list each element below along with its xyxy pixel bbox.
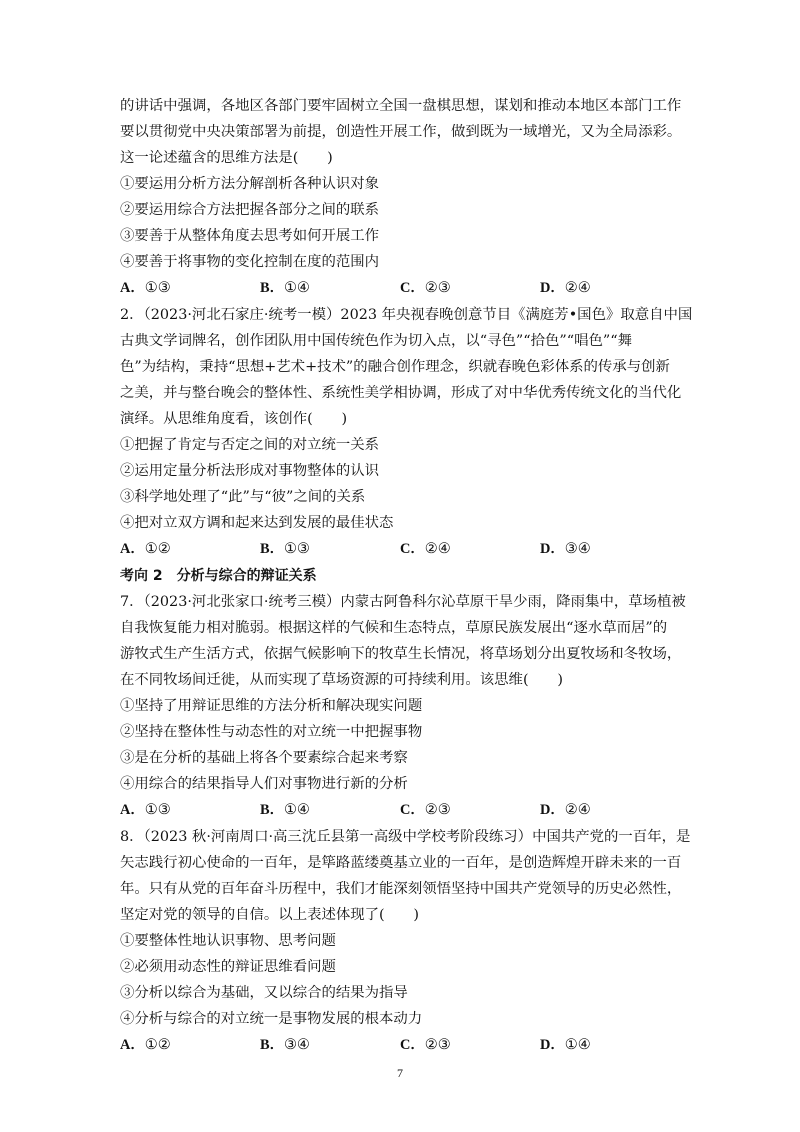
statement-3: ③要善于从整体角度去思考如何开展工作 bbox=[120, 228, 380, 244]
question-8-line: 年。只有从党的百年奋斗历程中，我们才能深刻领悟坚持中国共产党领导的历史必然性， bbox=[120, 881, 682, 897]
statement-4: ④把对立双方调和起来达到发展的最佳状态 bbox=[120, 515, 394, 531]
option-b: B．①③ bbox=[260, 541, 310, 557]
statement-2: ②坚持在整体性与动态性的对立统一中把握事物 bbox=[120, 724, 423, 740]
question-8-line: 8．（2023 秋·河南周口·高三沈丘县第一高级中学校考阶段练习）中国共产党的一百年，是 bbox=[120, 829, 691, 845]
question-2-line: 2．（2023·河北石家庄·统考一模）2023 年央视春晚创意节目《满庭芳•国色》取意自中国 bbox=[120, 307, 693, 323]
option-c: C．②③ bbox=[400, 1037, 451, 1053]
option-a: A．①② bbox=[120, 541, 171, 557]
question-8-prompt: 坚定对党的领导的自信。以上表述体现了( ) bbox=[120, 907, 420, 923]
question-2-prompt: 演绎。从思维角度看，该创作( ) bbox=[120, 411, 348, 427]
option-a: A．①③ bbox=[120, 280, 171, 296]
statement-2: ②要运用综合方法把握各部分之间的联系 bbox=[120, 202, 380, 218]
option-d: D．①④ bbox=[540, 1037, 591, 1053]
statement-2: ②必须用动态性的辩证思维看问题 bbox=[120, 959, 336, 975]
statement-1: ①坚持了用辩证思维的方法分析和解决现实问题 bbox=[120, 698, 423, 714]
page-number: 7 bbox=[397, 1066, 403, 1080]
statement-4: ④要善于将事物的变化控制在度的范围内 bbox=[120, 254, 380, 270]
question-7-line: 7．（2023·河北张家口·统考三模）内蒙古阿鲁科尔沁草原干旱少雨，降雨集中，草场植被 bbox=[120, 594, 686, 610]
paragraph-line: 的讲话中强调，各地区各部门要牢固树立全国一盘棋思想，谋划和推动本地区本部门工作 bbox=[120, 98, 682, 114]
question-2-line: 古典文学词牌名，创作团队用中国传统色作为切入点，以“寻色”“拾色”“唱色”“舞 bbox=[120, 333, 633, 349]
option-d: D．②④ bbox=[540, 802, 591, 818]
option-a: A．①② bbox=[120, 1037, 171, 1053]
statement-1: ①要整体性地认识事物、思考问题 bbox=[120, 933, 336, 949]
question-7-line: 游牧式生产生活方式，依据气候影响下的牧草生长情况，将草场划分出夏牧场和冬牧场， bbox=[120, 646, 682, 662]
option-d: D．③④ bbox=[540, 541, 591, 557]
statement-1: ①要运用分析方法分解剖析各种认识对象 bbox=[120, 176, 380, 192]
question-prompt: 这一论述蕴含的思维方法是( ) bbox=[120, 150, 333, 166]
option-b: B．①④ bbox=[260, 802, 310, 818]
option-a: A．①③ bbox=[120, 802, 171, 818]
question-2-line: 之美，并与整台晚会的整体性、系统性美学相协调，形成了对中华优秀传统文化的当代化 bbox=[120, 385, 682, 401]
statement-1: ①把握了肯定与否定之间的对立统一关系 bbox=[120, 437, 380, 453]
statement-3: ③科学地处理了“此”与“彼”之间的关系 bbox=[120, 489, 366, 505]
option-d: D．②④ bbox=[540, 280, 591, 296]
question-7-prompt: 在不同牧场间迁徙，从而实现了草场资源的可持续利用。该思维( ) bbox=[120, 672, 563, 688]
statement-2: ②运用定量分析法形成对事物整体的认识 bbox=[120, 463, 380, 479]
option-c: C．②④ bbox=[400, 541, 451, 557]
question-7-line: 自我恢复能力相对脆弱。根据这样的气候和生态特点，草原民族发展出“逐水草而居”的 bbox=[120, 620, 668, 636]
paragraph-line: 要以贯彻党中央决策部署为前提，创造性开展工作，做到既为一域增光，又为全局添彩。 bbox=[120, 124, 682, 140]
option-b: B．③④ bbox=[260, 1037, 310, 1053]
statement-3: ③分析以综合为基础，又以综合的结果为指导 bbox=[120, 985, 408, 1001]
statement-4: ④用综合的结果指导人们对事物进行新的分析 bbox=[120, 776, 408, 792]
option-c: C．②③ bbox=[400, 802, 451, 818]
question-2-line: 色”为结构，秉持“思想+艺术+技术”的融合创作理念，织就春晚色彩体系的传承与创新 bbox=[120, 359, 670, 375]
option-c: C．②③ bbox=[400, 280, 451, 296]
section-heading: 考向 2 分析与综合的辩证关系 bbox=[120, 568, 317, 584]
statement-4: ④分析与综合的对立统一是事物发展的根本动力 bbox=[120, 1011, 423, 1027]
statement-3: ③是在分析的基础上将各个要素综合起来考察 bbox=[120, 750, 408, 766]
option-b: B．①④ bbox=[260, 280, 310, 296]
question-8-line: 矢志践行初心使命的一百年，是筚路蓝缕奠基立业的一百年，是创造辉煌开辟未来的一百 bbox=[120, 855, 682, 871]
